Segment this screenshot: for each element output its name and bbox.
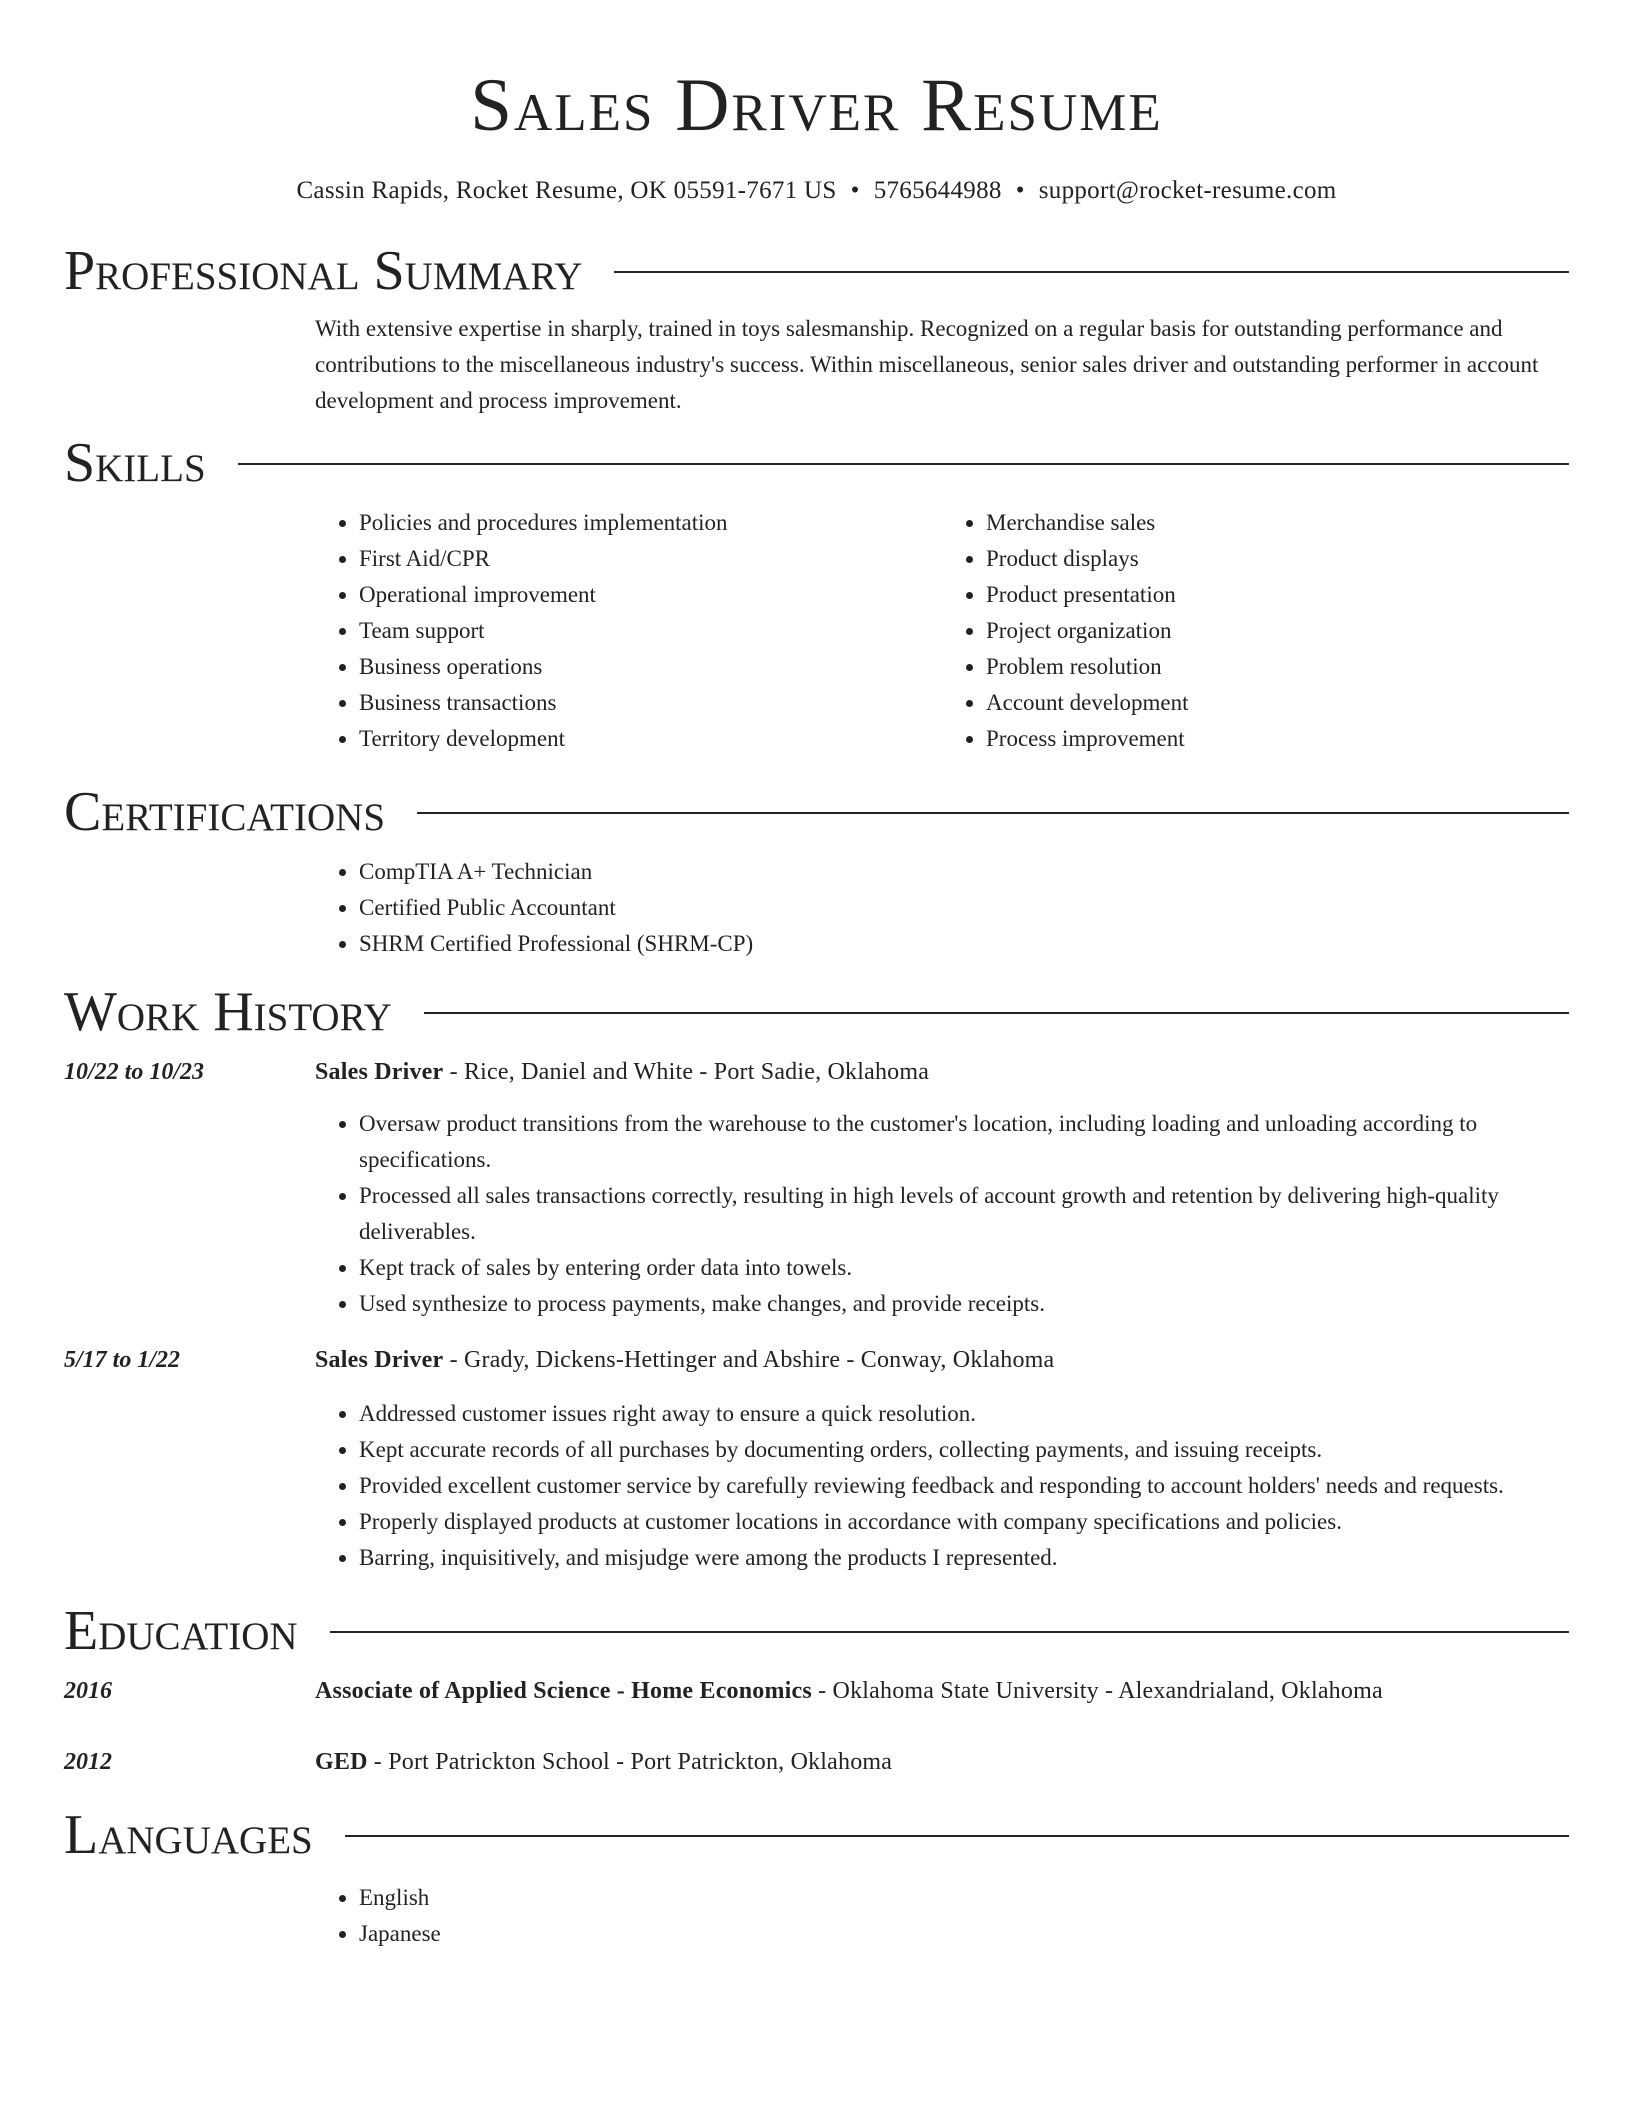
job-bullet: • Barring, inquisitively, and misjudge were among the products I represented. xyxy=(359,1540,1569,1576)
education-school: - Oklahoma State University - Alexandrialand, Oklahoma xyxy=(811,1678,1383,1704)
section-divider xyxy=(345,1835,1569,1837)
summary-text: With extensive expertise in sharply, trained in toys salesmanship. Recognized on a regular basis for outstanding performance and contributions to the miscellaneous industry's success. Within miscellaneous, senior sales driver and outstanding performer in account development and process improvement. xyxy=(315,316,1539,413)
languages-content xyxy=(315,1880,1569,1952)
skills-column-left xyxy=(315,505,942,757)
skill-item: • Policies and procedures implementation xyxy=(359,505,942,541)
education-heading: Education xyxy=(64,1600,298,1662)
education-body xyxy=(315,1673,1569,1709)
skill-item: • Account development xyxy=(986,685,1569,721)
language-item: • Japanese xyxy=(359,1916,1569,1952)
job-role: Sales Driver xyxy=(315,1059,444,1085)
skill-item: • Product displays xyxy=(986,541,1569,577)
job-heading xyxy=(315,1342,1569,1378)
job-bullet: • Kept track of sales by entering order data into towels. xyxy=(359,1250,1569,1286)
contact-address: Cassin Rapids, Rocket Resume, OK 05591-7671 US xyxy=(296,177,837,204)
languages-section-header xyxy=(64,1802,1569,1868)
skill-item: • Territory development xyxy=(359,721,942,757)
job-dates: 10/22 to 10/23 xyxy=(64,1059,205,1085)
resume-title: Sales Driver Resume xyxy=(470,64,1163,147)
job-bullet: • Properly displayed products at customer locations in accordance with company specifications and policies. xyxy=(359,1504,1569,1540)
contact-separator: • xyxy=(850,177,860,204)
job-entry xyxy=(64,1054,1569,1322)
work-section-header xyxy=(64,979,1569,1045)
skill-item: • Business transactions xyxy=(359,685,942,721)
contact-phone: 5765644988 xyxy=(873,177,1002,204)
skills-list xyxy=(315,505,1569,757)
education-entry xyxy=(64,1744,1569,1780)
languages-list xyxy=(315,1880,1569,1952)
job-employer: - Grady, Dickens-Hettinger and Abshire - Conway, Oklahoma xyxy=(443,1347,1055,1373)
certification-item: • SHRM Certified Professional (SHRM-CP) xyxy=(359,926,1569,962)
certification-item: • Certified Public Accountant xyxy=(359,890,1569,926)
skill-item: • Problem resolution xyxy=(986,649,1569,685)
section-divider xyxy=(238,463,1569,465)
education-year: 2012 xyxy=(64,1749,112,1775)
job-bullet: • Oversaw product transitions from the warehouse to the customer's location, including loading and unloading according to specifications. xyxy=(359,1106,1569,1178)
job-bullet: • Provided excellent customer service by carefully reviewing feedback and responding to account holders' needs and requests. xyxy=(359,1468,1569,1504)
job-bullet: • Addressed customer issues right away to ensure a quick resolution. xyxy=(359,1396,1569,1432)
skill-item: • Product presentation xyxy=(986,577,1569,613)
language-item: • English xyxy=(359,1880,1569,1916)
skill-item: • Operational improvement xyxy=(359,577,942,613)
education-body xyxy=(315,1744,1569,1780)
summary-section-header xyxy=(64,238,1569,304)
skills-heading: Skills xyxy=(64,432,206,494)
skill-item: • Project organization xyxy=(986,613,1569,649)
education-degree: GED xyxy=(315,1749,368,1775)
languages-heading: Languages xyxy=(64,1804,313,1866)
work-heading: Work History xyxy=(64,981,392,1043)
job-entry xyxy=(64,1342,1569,1576)
skill-item: • Business operations xyxy=(359,649,942,685)
summary-content xyxy=(315,311,1569,419)
job-bullet: • Kept accurate records of all purchases by documenting orders, collecting payments, and issuing receipts. xyxy=(359,1432,1569,1468)
contact-email[interactable]: support@rocket-resume.com xyxy=(1038,177,1337,204)
skill-item: • Merchandise sales xyxy=(986,505,1569,541)
section-divider xyxy=(330,1631,1569,1633)
job-bullets xyxy=(315,1396,1569,1576)
certification-item: • CompTIA A+ Technician xyxy=(359,854,1569,890)
skills-section-header xyxy=(64,430,1569,496)
contact-line xyxy=(64,174,1569,208)
job-role: Sales Driver xyxy=(315,1347,444,1373)
skill-item: • First Aid/CPR xyxy=(359,541,942,577)
job-dates: 5/17 to 1/22 xyxy=(64,1347,181,1373)
section-divider xyxy=(614,271,1569,273)
job-bullet: • Used synthesize to process payments, make changes, and provide receipts. xyxy=(359,1286,1569,1322)
skill-item: • Team support xyxy=(359,613,942,649)
certifications-content xyxy=(315,854,1569,962)
job-body xyxy=(315,1342,1569,1576)
education-entry xyxy=(64,1673,1569,1709)
resume-page xyxy=(64,0,1569,1952)
certifications-section-header xyxy=(64,779,1569,845)
section-divider xyxy=(417,812,1569,814)
contact-separator: • xyxy=(1015,177,1025,204)
job-employer: - Rice, Daniel and White - Port Sadie, Oklahoma xyxy=(443,1059,930,1085)
job-heading xyxy=(315,1054,1569,1090)
skill-item: • Process improvement xyxy=(986,721,1569,757)
section-divider xyxy=(424,1012,1569,1014)
education-section-header xyxy=(64,1598,1569,1664)
education-school: - Port Patrickton School - Port Patrickton, Oklahoma xyxy=(367,1749,893,1775)
summary-heading: Professional Summary xyxy=(64,240,583,302)
skills-column-right xyxy=(942,505,1569,757)
education-degree: Associate of Applied Science - Home Economics xyxy=(315,1678,812,1704)
education-year: 2016 xyxy=(64,1678,112,1704)
certifications-heading: Certifications xyxy=(64,781,386,843)
job-bullets xyxy=(315,1106,1569,1322)
certifications-list xyxy=(315,854,1569,962)
job-body xyxy=(315,1054,1569,1322)
job-bullet: • Processed all sales transactions correctly, resulting in high levels of account growth and retention by delivering high-quality deliverables. xyxy=(359,1178,1569,1250)
